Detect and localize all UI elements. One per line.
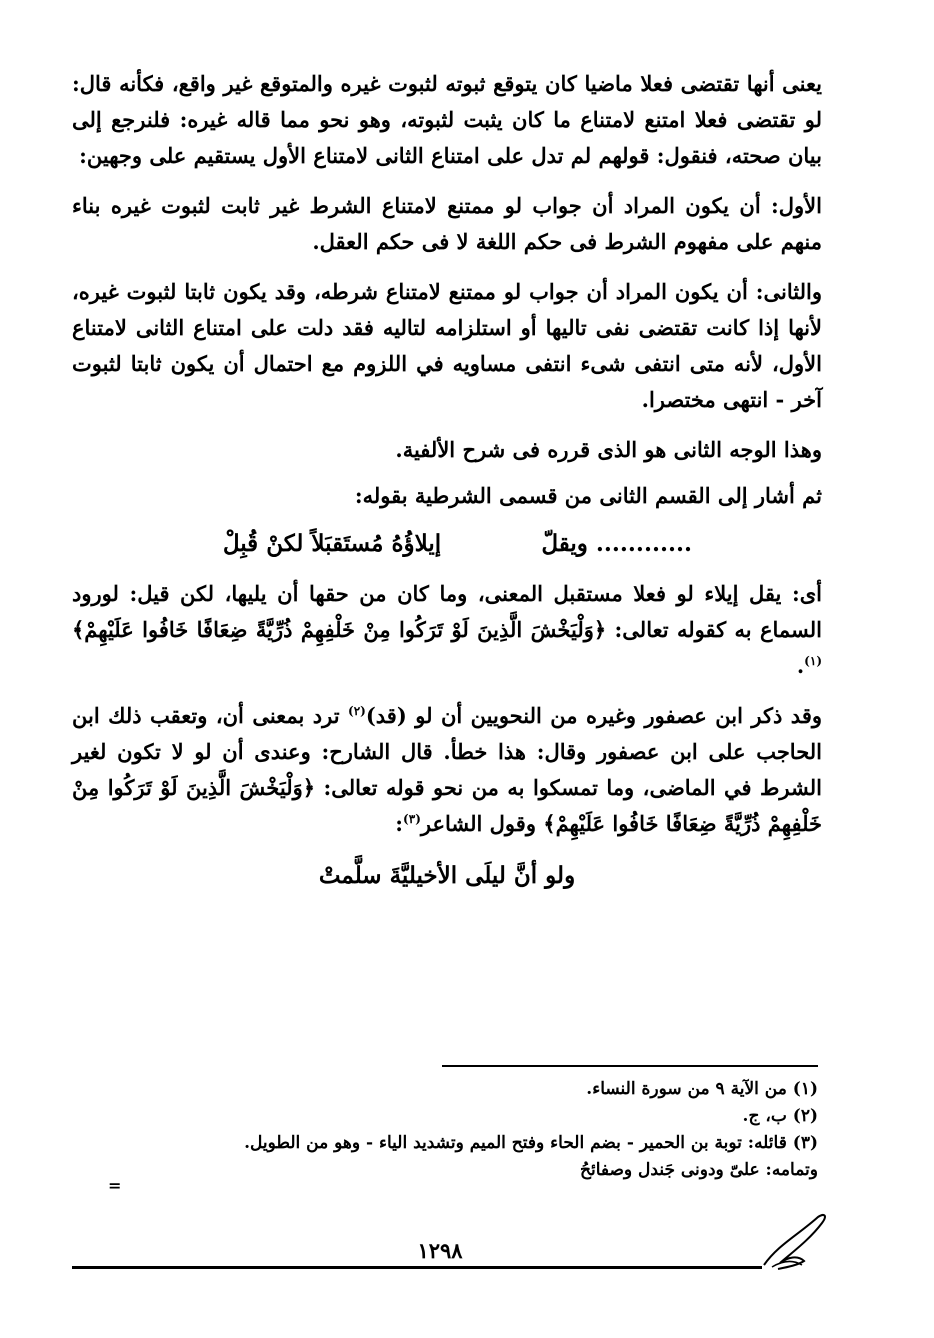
commentary-text: أى: يقل إيلاء لو فعلا مستقبل المعنى، وما كان من حقها أن يليها، لكن قيل: لورود السماع به كقوله تعالى: ﴿وَلْيَخْشَ الَّذِينَ لَوْ تَرَكُوا مِنْ خَلْفِهِمْ ذُرِّيَّةً ضِعَافًا خَافُوا عَلَيْهِمْ﴾ <box>72 581 822 642</box>
paragraph-2: الأول: أن يكون المراد أن جواب لو ممتنع لامتناع الشرط غير ثابت لثبوت غيره بناء منهم على مفهوم الشرط فى حكم اللغة لا فى حكم العقل. <box>72 193 822 254</box>
page-number: ١٢٩٨ <box>417 1238 463 1263</box>
quoted-verse: ولو أنَّ ليلَى الأخيليَّةَ سلَّمتْ <box>318 862 576 889</box>
footnote-ref-1: (١) <box>804 654 822 668</box>
paragraph-5: ثم أشار إلى القسم الثانى من قسمى الشرطية بقوله: <box>354 483 822 508</box>
verse-second-hemistich: إيلاؤُهُ مُستَقبَلاً لكنْ قُبِلْ <box>222 530 442 557</box>
footnote-2: (٢) ب، ج. <box>742 1106 818 1126</box>
footnote-ref-3: (٣) <box>403 812 421 826</box>
footnote-ref-2: (٢) <box>348 704 366 718</box>
footnote-1: (١) من الآية ٩ من سورة النساء. <box>586 1079 818 1099</box>
footnote-separator <box>442 1065 818 1067</box>
footnote-3-continuation: وتمامه: علىّ ودونى جَندل وصفائحُ <box>580 1160 818 1180</box>
continuation-mark: = <box>108 1176 122 1195</box>
signature-scribble <box>758 1205 838 1275</box>
paragraph-1: يعنى أنها تقتضى فعلا ماضيا كان يتوقع ثبوته لثبوت غيره والمتوقع غير واقع، فكأنه قال: لو تقتضى فعلا امتنع لامتناع ما كان يثبت لثبوته، وهو نحو مما قاله غيره: فلنرجع إلى بيان صحته، فنقول: قولهم لم تدل على امتناع الثانى لامتناع الأول يستقيم على وجهين: <box>72 71 822 168</box>
paragraph-4: وهذا الوجه الثانى هو الذى قرره فى شرح الألفية. <box>395 437 822 462</box>
footnotes <box>100 1076 818 1184</box>
bottom-rule <box>72 1266 762 1269</box>
paragraph-discussion <box>72 698 822 842</box>
paragraph-3: والثانى: أن يكون المراد أن جواب لو ممتنع لامتناع شرطه، وقد يكون ثابتا لثبوت غيره، لأنها إذا كانت تقتضى نفى تاليها أو استلزامه لتاليه فقد دلت على امتناع الثانى لامتناع الأول، لأنه متى انتفى شىء انتفى مساويه في اللزوم مع احتمال أن يكون ثابتا لثبوت آخر - انتهى مختصرا. <box>72 279 822 412</box>
poem-verse <box>72 524 822 564</box>
discussion-text-start: وقد ذكر ابن عصفور وغيره من النحويين أن لو (قد) <box>365 703 822 728</box>
footnote-3: (٣) قائله: توبة بن الحمير - بضم الحاء وفتح الميم وتشديد الياء - وهو من الطويل. <box>244 1133 818 1153</box>
discussion-text-middle: ترد بمعنى أن، وتعقب ذلك ابن الحاجب على ابن عصفور وقال: هذا خطأ. قال الشارح: وعندى أن لو لا تكون لغير الشرط في الماضى، وما تمسكوا به من نحو قوله تعالى: ﴿وَلْيَخْشَ الَّذِينَ لَوْ تَرَكُوا مِنْ خَلْفِهِمْ ذُرِّيَّةً ضِعَافًا خَافُوا عَلَيْهِمْ﴾ وقول الشاعر <box>72 703 822 836</box>
verse-first-hemistich: ............ ويقلّ <box>541 530 692 557</box>
discussion-text-end: : <box>395 811 404 836</box>
paragraph-commentary: أى: يقل إيلاء لو فعلا مستقبل المعنى، وما كان من حقها أن يليها، لكن قيل: لورود السماع به كقوله تعالى: ﴿وَلْيَخْشَ الَّذِينَ لَوْ تَرَكُوا مِنْ خَلْفِهِمْ ذُرِّيَّةً ضِعَافًا خَافُوا عَلَيْهِمْ﴾$^{(١)}$. <box>72 581 822 678</box>
main-text <box>72 66 822 896</box>
